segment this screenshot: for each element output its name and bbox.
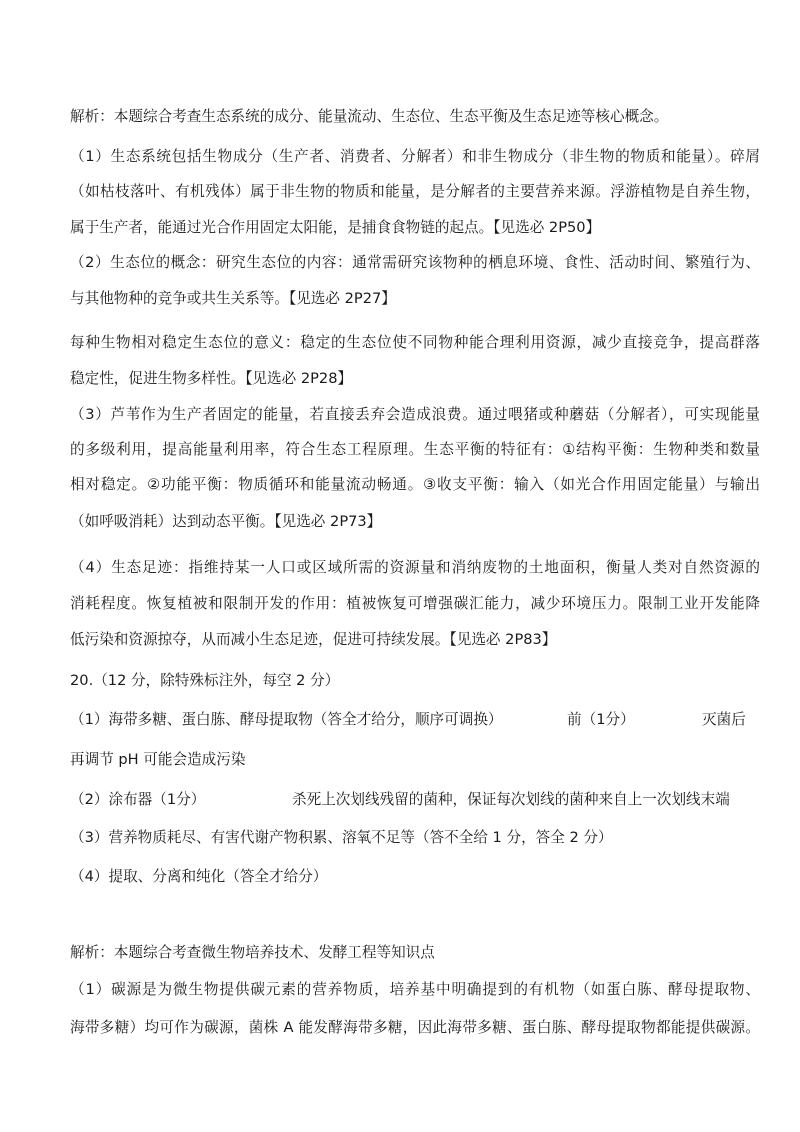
analysis-line: 属于生产者，能通过光合作用固定太阳能，是捕食食物链的起点。【见选必 2P50】	[70, 219, 601, 236]
analysis-line: （1）碳源是为微生物提供碳元素的营养物质，培养基中明确提到的有机物（如蛋白胨、酵母提取物、	[70, 981, 760, 998]
analysis-line: （如呼吸消耗）达到动态平衡。【见选必 2P73】	[70, 513, 382, 530]
answer-2	[70, 790, 760, 810]
answer-4: （4）提取、分离和纯化（答全才给分）	[70, 868, 328, 885]
analysis-intro-2: 解析：本题综合考查微生物培养技术、发酵工程等知识点	[70, 944, 435, 961]
analysis-line: 每种生物相对稳定生态位的意义：稳定的生态位使不同物种能合理利用资源，减少直接竞争，提高群落	[70, 334, 760, 351]
analysis-line: 海带多糖）均可作为碳源，菌株 A 能发酵海带多糖，因此海带多糖、蛋白胨、酵母提取物都能提供碳源。	[70, 1019, 760, 1036]
answer-1-part1: （1）海带多糖、蛋白胨、酵母提取物（答全才给分，顺序可调换）	[70, 711, 503, 728]
answer-1-part3: 灭菌后	[702, 711, 746, 728]
analysis-line: （4）生态足迹：指维持某一人口或区域所需的资源量和消纳废物的土地面积，衡量人类对自然资源的	[70, 559, 760, 576]
analysis-line: 的多级利用，提高能量利用率，符合生态工程原理。生态平衡的特征有：①结构平衡：生物种类和数量	[70, 441, 760, 458]
analysis-line: 相对稳定。②功能平衡：物质循环和能量流动畅通。③收支平衡：输入（如光合作用固定能量）与输出	[70, 476, 760, 493]
analysis-intro-1: 解析：本题综合考查生态系统的成分、能量流动、生态位、生态平衡及生态足迹等核心概念。	[70, 108, 669, 125]
analysis-line: （如枯枝落叶、有机残体）属于非生物的物质和能量，是分解者的主要营养来源。浮游植物是自养生物，	[70, 183, 760, 200]
answer-2-part2: 杀死上次划线残留的菌种，保证每次划线的菌种来自上一次划线末端	[292, 791, 730, 808]
answer-3: （3）营养物质耗尽、有害代谢产物积累、溶氧不足等（答不全给 1 分，答全 2 分）	[70, 829, 613, 846]
answer-1-continued: 再调节 pH 可能会造成污染	[70, 751, 246, 768]
answer-1	[70, 710, 760, 730]
analysis-line: 低污染和资源掠夺，从而减小生态足迹，促进可持续发展。【见选必 2P83】	[70, 631, 557, 648]
analysis-line: （2）生态位的概念：研究生态位的内容：通常需研究该物种的栖息环境、食性、活动时间、繁殖行为、	[70, 254, 760, 271]
answer-1-part2: 前（1分）	[567, 711, 635, 728]
answer-2-part1: （2）涂布器（1分）	[70, 791, 206, 808]
analysis-line: 消耗程度。恢复植被和限制开发的作用：植被恢复可增强碳汇能力，减少环境压力。限制工业开发能降	[70, 595, 760, 612]
analysis-line: 与其他物种的竞争或共生关系等。【见选必 2P27】	[70, 290, 396, 307]
analysis-line: （3）芦苇作为生产者固定的能量，若直接丢弃会造成浪费。通过喂猪或种蘑菇（分解者），可实现能量	[70, 406, 760, 423]
question-20-header: 20.（12 分，除特殊标注外，每空 2 分）	[70, 672, 340, 689]
analysis-line: （1）生态系统包括生物成分（生产者、消费者、分解者）和非生物成分（非生物的物质和能量）。碎屑	[70, 148, 760, 165]
analysis-line: 稳定性，促进生物多样性。【见选必 2P28】	[70, 370, 353, 387]
